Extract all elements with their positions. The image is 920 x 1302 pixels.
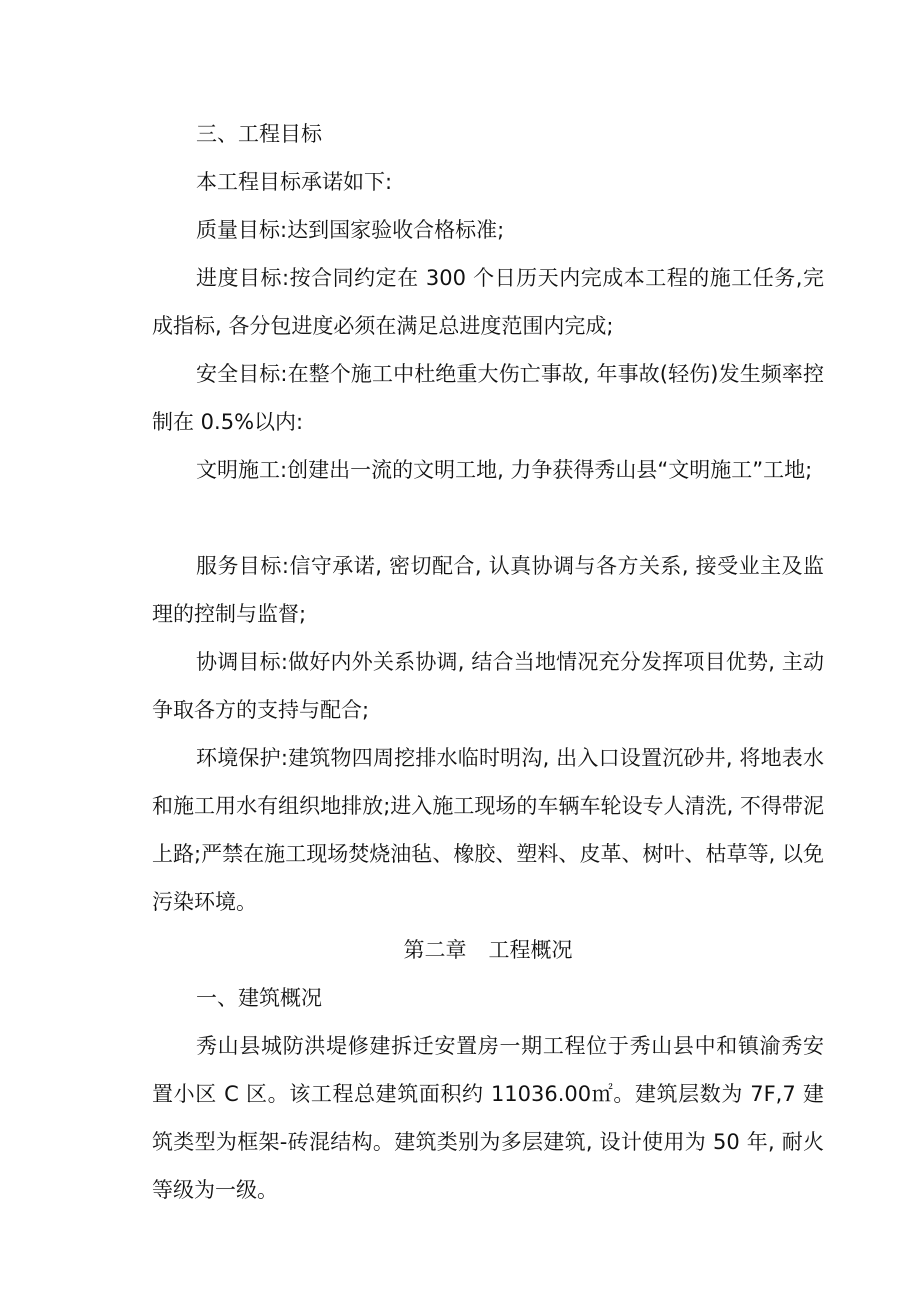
environment-protection-paragraph: 环境保护:建筑物四周挖排水临时明沟, 出入口设置沉砂井, 将地表水和施工用水有组织地排放;进入施工现场的车辆车轮设专人清洗, 不得带泥上路;严禁在施工现场焚烧油毡、橡胶、塑料、皮革、树叶、枯草等, 以免污染环境。	[152, 746, 824, 914]
section-heading-building-overview: 一、建筑概况	[196, 986, 322, 1010]
chapter-title	[152, 926, 824, 974]
section-heading-project-goals: 三、工程目标	[196, 122, 322, 146]
quality-goal-paragraph: 质量目标:达到国家验收合格标准;	[196, 218, 505, 242]
civilized-construction-paragraph: 文明施工:创建出一流的文明工地, 力争获得秀山县“文明施工”工地;	[196, 458, 813, 482]
safety-goal-paragraph: 安全目标:在整个施工中杜绝重大伤亡事故, 年事故(轻伤)发生频率控制在 0.5%以内:	[152, 362, 824, 434]
coordination-goal-paragraph: 协调目标:做好内外关系协调, 结合当地情况充分发挥项目优势, 主动争取各方的支持与配合;	[152, 650, 824, 722]
service-goal-paragraph: 服务目标:信守承诺, 密切配合, 认真协调与各方关系, 接受业主及监理的控制与监督;	[152, 554, 824, 626]
schedule-goal-paragraph: 进度目标:按合同约定在 300 个日历天内完成本工程的施工任务,完成指标, 各分包进度必须在满足总进度范围内完成;	[152, 266, 824, 338]
chapter-name: 工程概况	[488, 938, 573, 962]
goals-intro: 本工程目标承诺如下:	[196, 170, 393, 194]
building-overview-paragraph: 秀山县城防洪堤修建拆迁安置房一期工程位于秀山县中和镇渝秀安置小区 C 区。该工程总建筑面积约 11036.00㎡。建筑层数为 7F,7 建筑类型为框架-砖混结构。建筑类别为多层建筑, 设计使用为 50 年, 耐火等级为一级。	[152, 1034, 824, 1202]
chapter-label: 第二章	[403, 938, 467, 962]
